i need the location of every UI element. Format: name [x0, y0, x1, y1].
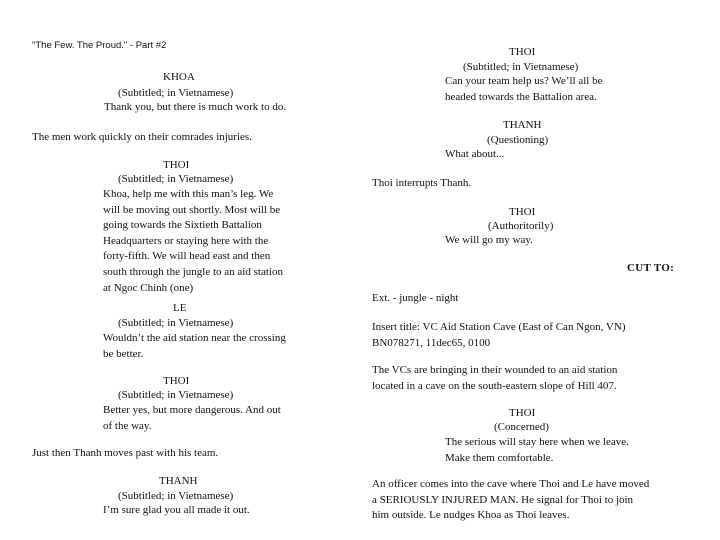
character-thoi-3: THOI: [509, 46, 536, 58]
scene-heading: Ext. - jungle - night: [372, 292, 459, 304]
action-right-1: Thoi interrupts Thanh.: [372, 177, 472, 189]
action-left-2: Just then Thanh moves past with his team.: [32, 447, 219, 459]
dialogue-thoi-5: The serious will stay here when we leave. Make them comfortable.: [445, 436, 629, 464]
parenthetical-thoi-5: (Concerned): [494, 421, 549, 433]
transition-cut-to: CUT TO:: [627, 262, 675, 274]
dialogue-thanh-2: What about...: [445, 148, 505, 160]
character-khoa: KHOA: [163, 71, 195, 83]
character-thoi-5: THOI: [509, 407, 536, 419]
script-header: "The Few. The Proud." - Part #2: [32, 40, 167, 51]
character-thanh-1: THANH: [159, 475, 198, 487]
action-left-1: The men work quickly on their comrades injuries.: [32, 131, 252, 143]
parenthetical-thanh-1: (Subtitled; in Vietnamese): [118, 490, 234, 502]
character-thoi-1: THOI: [163, 159, 190, 171]
parenthetical-thoi-3: (Subtitled; in Vietnamese): [463, 61, 579, 73]
dialogue-khoa: Thank you, but there is much work to do.: [104, 101, 287, 113]
action-right-2: Insert title: VC Aid Station Cave (East of Can Ngon, VN) BN078271, 11dec65, 0100: [372, 321, 626, 349]
character-le: LE: [173, 302, 187, 314]
parenthetical-khoa: (Subtitled; in Vietnamese): [118, 87, 234, 99]
parenthetical-le: (Subtitled; in Vietnamese): [118, 317, 234, 329]
dialogue-thoi-4: We will go my way.: [445, 234, 533, 246]
dialogue-thanh-1: I’m sure glad you all made it out.: [103, 504, 250, 516]
character-thoi-2: THOI: [163, 375, 190, 387]
dialogue-thoi-3: Can your team help us? We’ll all be headed towards the Battalion area.: [445, 75, 603, 103]
character-thanh-2: THANH: [503, 119, 542, 131]
dialogue-le: Wouldn’t the aid station near the crossing be better.: [103, 332, 286, 360]
action-right-4: An officer comes into the cave where Thoi and Le have moved a SERIOUSLY INJURED MAN. He signal for Thoi to join him outside. Le nudges Khoa as Thoi leaves.: [372, 478, 650, 522]
parenthetical-thoi-4: (Authoritorily): [488, 220, 554, 232]
character-thoi-4: THOI: [509, 206, 536, 218]
parenthetical-thoi-1: (Subtitled; in Vietnamese): [118, 173, 234, 185]
action-right-3: The VCs are bringing in their wounded to an aid station located in a cave on the south-eastern slope of Hill 407.: [372, 364, 618, 392]
parenthetical-thoi-2: (Subtitled; in Vietnamese): [118, 389, 234, 401]
dialogue-thoi-2: Better yes, but more dangerous. And out of the way.: [103, 404, 281, 432]
dialogue-thoi-1: Khoa, help me with this man’s leg. We will be moving out shortly. Most will be going towards the Sixtieth Battalion Headquarters or staying here with the forty-fifth. We will head east and then south through the jungle to an aid station at Ngoc Chinh (one): [103, 188, 283, 294]
parenthetical-thanh-2: (Questioning): [487, 134, 549, 146]
